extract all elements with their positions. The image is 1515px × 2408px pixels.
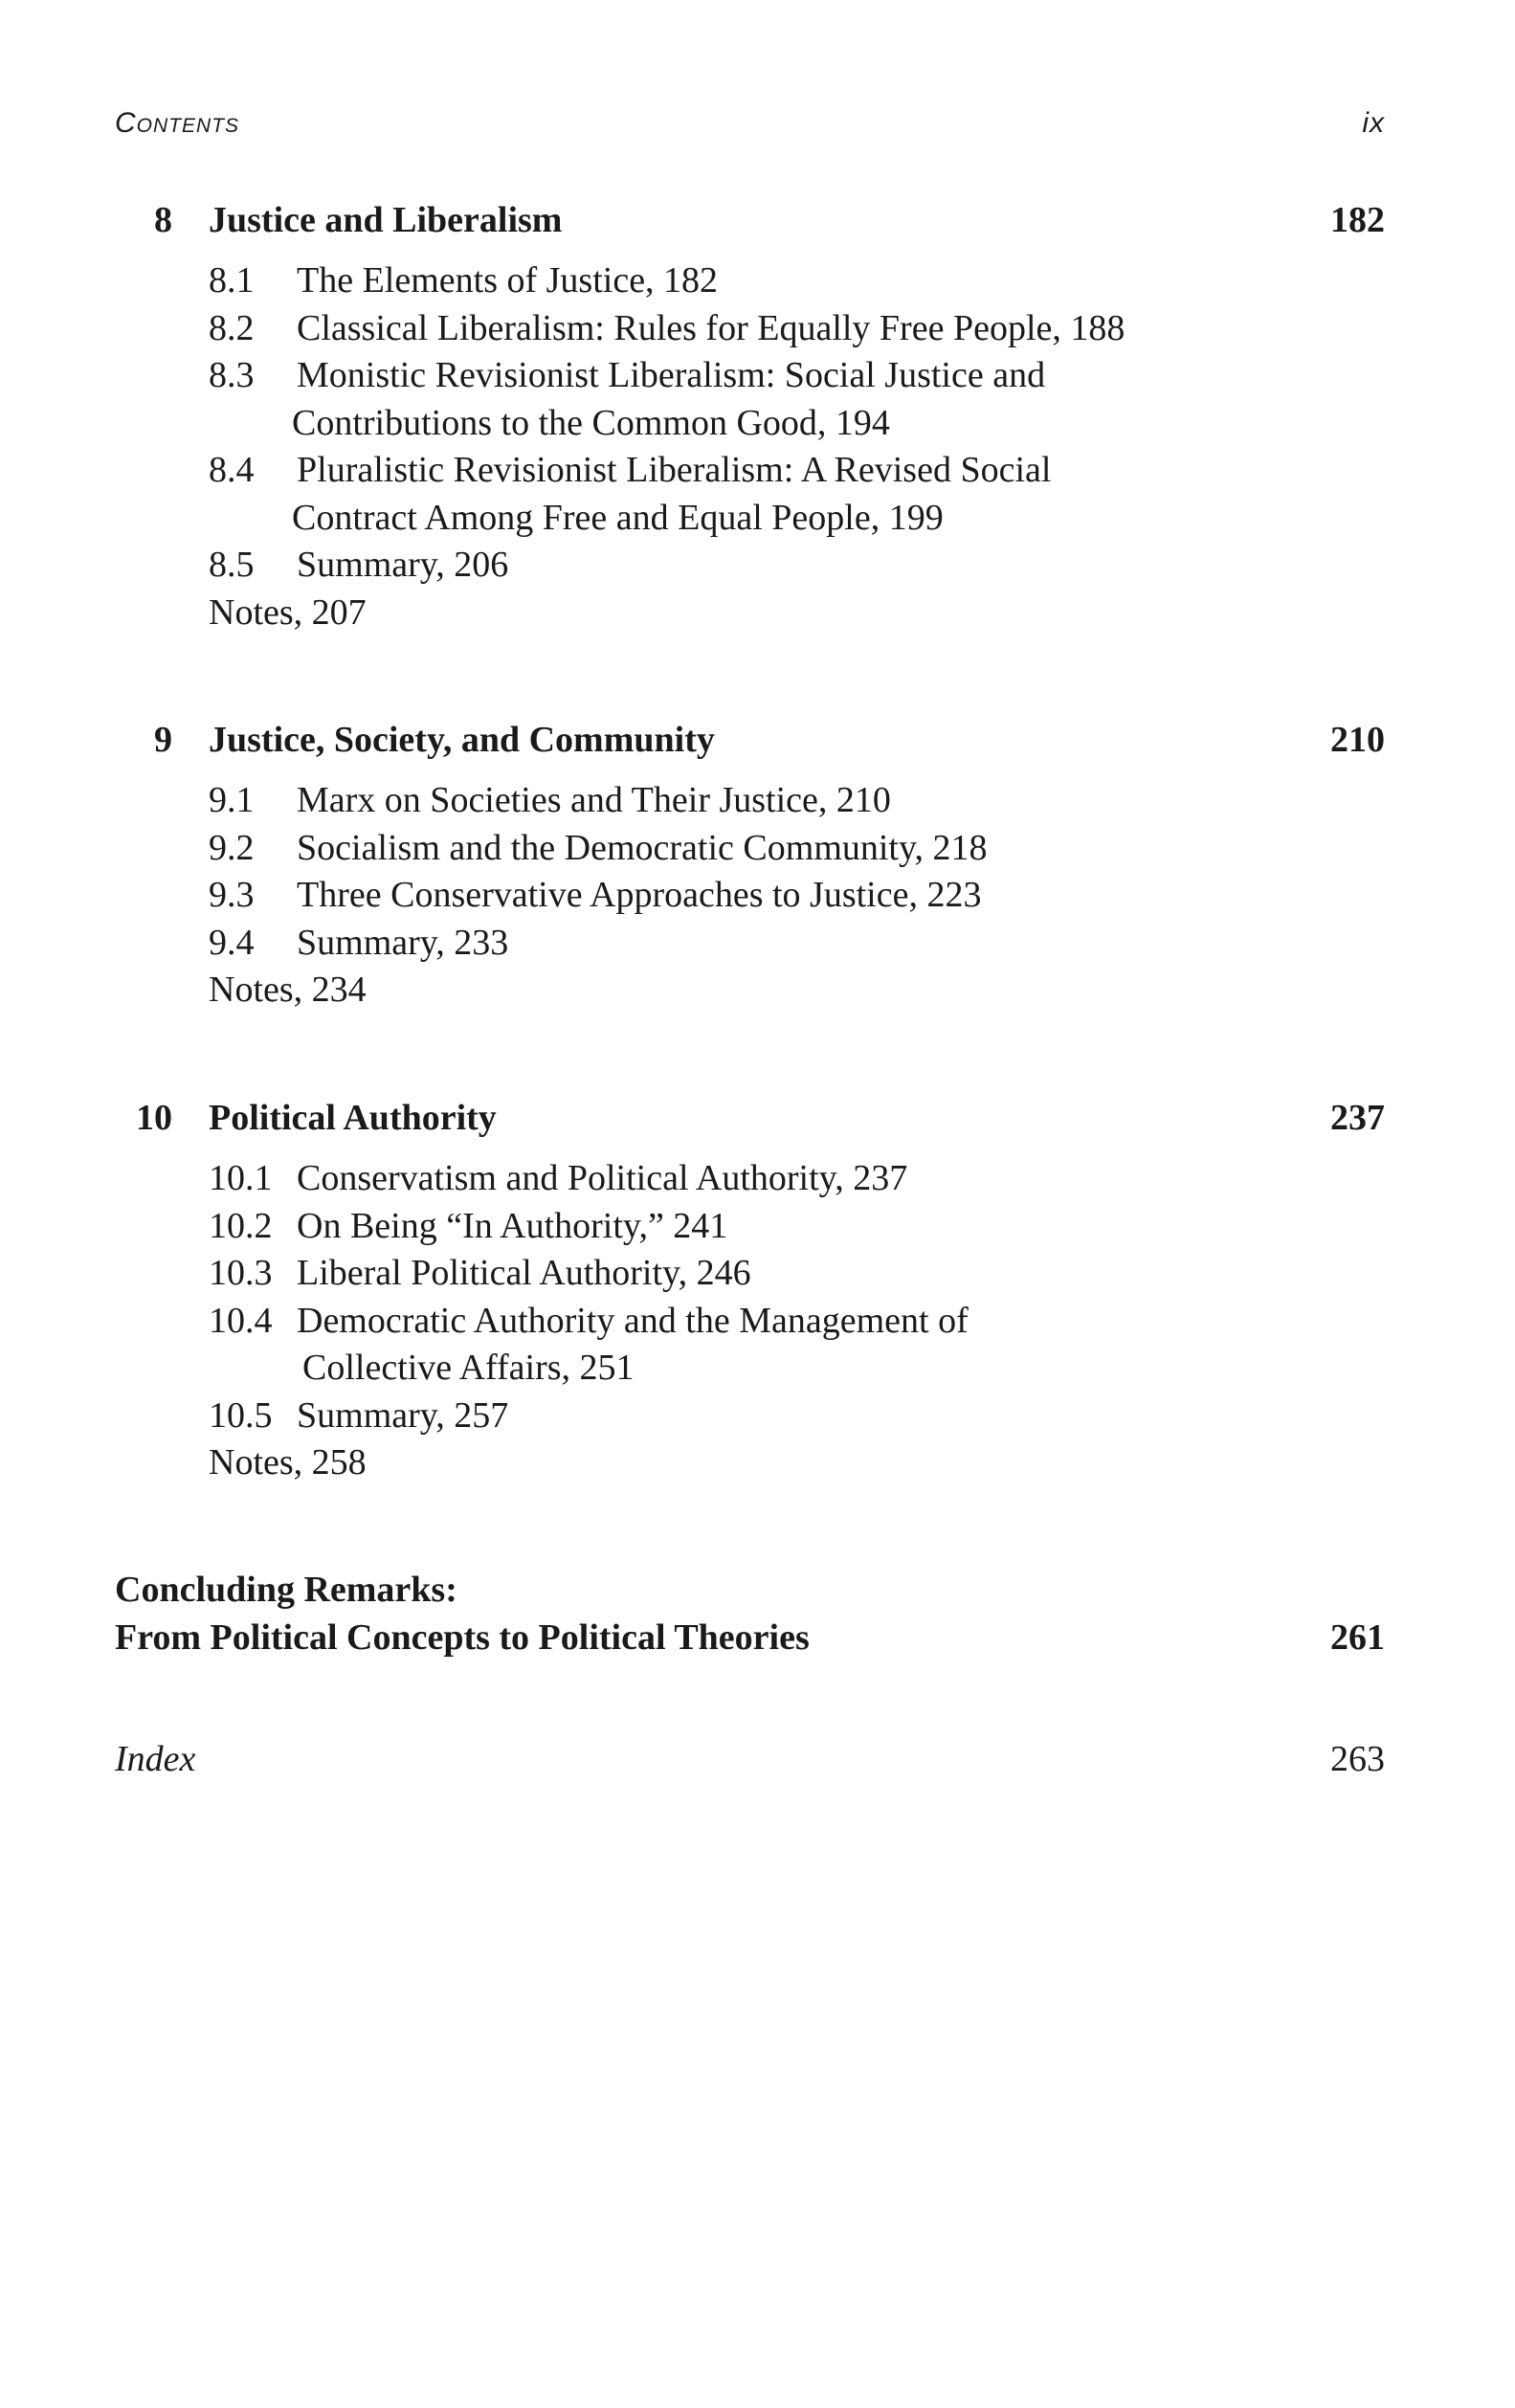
chapter-number: 10 (136, 1098, 172, 1138)
section-number: 8.3 (209, 355, 255, 395)
section-title: Democratic Authority and the Management of (297, 1300, 969, 1341)
section-title: Monistic Revisionist Liberalism: Social Justice and (297, 355, 1046, 395)
toc-entry-9-3[interactable] (209, 872, 1385, 920)
chapter-notes[interactable]: Notes, 234 (209, 970, 367, 1010)
section-number: 10.1 (209, 1158, 273, 1198)
toc-entry-9-2[interactable] (209, 825, 1385, 873)
chapter-heading[interactable] (115, 196, 1385, 244)
section-number: 8.2 (209, 307, 255, 348)
section-title: Pluralistic Revisionist Liberalism: A Revised Social (297, 450, 1052, 490)
toc-entry-8-2[interactable] (209, 305, 1385, 353)
toc-entry-9-1[interactable] (209, 777, 1385, 825)
section-number: 10.5 (209, 1394, 273, 1436)
chapter-notes[interactable]: Notes, 258 (209, 1442, 367, 1483)
index-page: 263 (1330, 1739, 1385, 1779)
section-title: Summary, 206 (297, 545, 509, 585)
section-list (209, 1155, 1385, 1439)
chapter-number: 8 (154, 200, 172, 240)
section-title: Conservatism and Political Authority, 237 (297, 1158, 908, 1198)
toc-entry-10-1[interactable] (209, 1155, 1385, 1203)
chapter-title: Justice and Liberalism (209, 200, 563, 240)
chapter-heading[interactable] (115, 716, 1385, 764)
toc-entry-8-3[interactable] (209, 352, 1385, 447)
chapter-9 (115, 716, 1385, 1014)
concluding-remarks-entry[interactable] (115, 1566, 1385, 1661)
section-title: Classical Liberalism: Rules for Equally Free People, 188 (297, 307, 1125, 348)
index-entry[interactable] (115, 1735, 1385, 1783)
concluding-page: 261 (1330, 1617, 1385, 1658)
concluding-title: Concluding Remarks: (115, 1570, 457, 1610)
chapter-10 (115, 1094, 1385, 1487)
running-head (115, 107, 1385, 145)
toc-entry-10-4[interactable] (209, 1298, 1385, 1393)
chapter-page: 237 (1330, 1098, 1385, 1138)
section-number: 9.1 (209, 780, 255, 820)
chapter-title: Political Authority (209, 1098, 497, 1138)
toc-entry-10-3[interactable] (209, 1250, 1385, 1298)
section-title: Summary, 257 (297, 1394, 509, 1436)
section-title: Three Conservative Approaches to Justice, 223 (297, 875, 982, 915)
section-title: The Elements of Justice, 182 (297, 260, 719, 301)
toc-entry-8-4[interactable] (209, 447, 1385, 542)
section-number: 8.5 (209, 545, 255, 585)
running-head-title: Contents (115, 107, 239, 139)
section-list (209, 777, 1385, 967)
section-title: On Being “In Authority,” 241 (297, 1205, 728, 1246)
section-title-continued: Collective Affairs, 251 (302, 1348, 635, 1388)
section-number: 9.4 (209, 922, 255, 963)
section-title-continued: Contract Among Free and Equal People, 199 (292, 497, 944, 538)
concluding-title-line-1 (115, 1566, 1385, 1614)
index-label: Index (115, 1739, 196, 1779)
toc-entry-10-2[interactable] (209, 1203, 1385, 1251)
section-title: Socialism and the Democratic Community, 218 (297, 827, 988, 868)
chapter-8 (115, 196, 1385, 636)
section-number: 10.4 (209, 1300, 273, 1341)
toc-entry-8-1[interactable] (209, 257, 1385, 305)
section-list (209, 257, 1385, 590)
chapter-page: 182 (1330, 200, 1385, 240)
section-title: Liberal Political Authority, 246 (297, 1253, 751, 1293)
section-number: 8.1 (209, 260, 255, 301)
chapter-heading[interactable] (115, 1094, 1385, 1142)
section-title-continued: Contributions to the Common Good, 194 (292, 402, 890, 443)
toc-entry-10-5[interactable] (209, 1393, 1385, 1440)
chapter-title: Justice, Society, and Community (209, 720, 715, 760)
concluding-title-line-2 (115, 1614, 1385, 1661)
section-number: 10.3 (209, 1253, 273, 1293)
section-number: 8.4 (209, 450, 255, 490)
chapter-number: 9 (154, 720, 172, 760)
section-number: 9.2 (209, 827, 255, 868)
toc-entry-8-5[interactable] (209, 542, 1385, 590)
section-number: 10.2 (209, 1205, 273, 1246)
section-title: Marx on Societies and Their Justice, 210 (297, 780, 891, 820)
section-number: 9.3 (209, 875, 255, 915)
toc-entry-9-4[interactable] (209, 920, 1385, 968)
chapter-notes[interactable]: Notes, 207 (209, 591, 367, 633)
section-title: Summary, 233 (297, 922, 509, 963)
concluding-subtitle: From Political Concepts to Political Theories (115, 1617, 810, 1658)
running-head-page-number: ix (1362, 107, 1385, 139)
chapter-page: 210 (1330, 720, 1385, 760)
